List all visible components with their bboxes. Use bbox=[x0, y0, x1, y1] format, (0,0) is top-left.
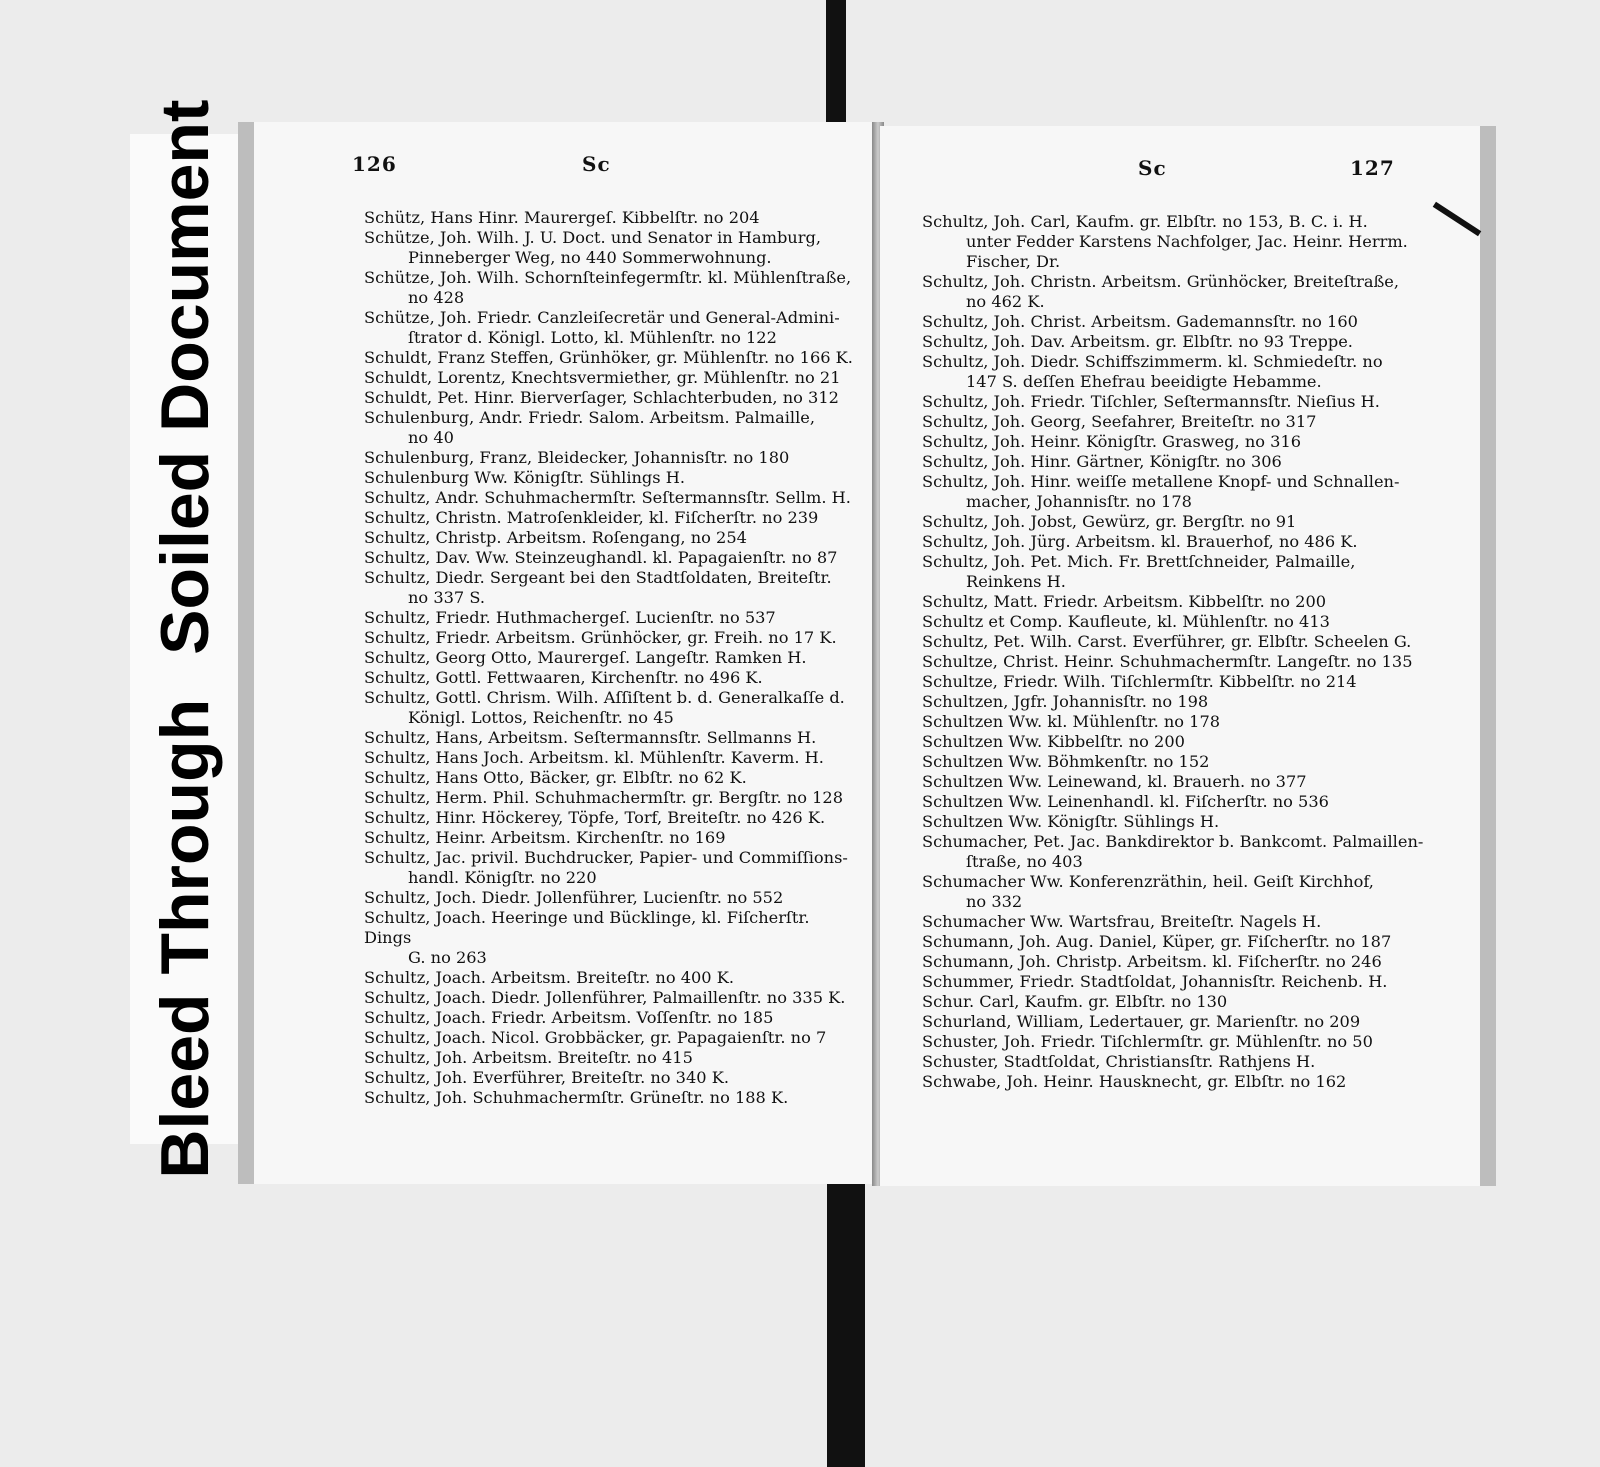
entry-line: Schütz, Hans Hinr. Maurergeſ. Kibbelſtr. no 204 bbox=[364, 208, 760, 227]
directory-entry bbox=[364, 608, 854, 628]
side-label-card bbox=[130, 99, 240, 1179]
directory-entry bbox=[922, 912, 1430, 932]
directory-entry bbox=[922, 952, 1430, 972]
entry-line: Schütze, Joh. Wilh. J. U. Doct. und Senator in Hamburg, bbox=[364, 228, 821, 247]
directory-entry bbox=[364, 1068, 854, 1088]
directory-entry bbox=[922, 632, 1430, 652]
directory-entry bbox=[364, 488, 854, 508]
entry-continuation: no 40 bbox=[408, 428, 454, 447]
directory-entry bbox=[364, 888, 854, 908]
entry-continuation: Reinkens H. bbox=[966, 572, 1066, 591]
directory-entry bbox=[364, 628, 854, 648]
directory-entry bbox=[364, 848, 854, 888]
entry-line: Schultz, Gottl. Chrism. Wilh. Aſſiſtent b. d. Generalkaſſe d. bbox=[364, 688, 845, 707]
directory-entry bbox=[364, 828, 854, 848]
entry-line: Schultz, Joh. Georg, Seefahrer, Breiteſtr. no 317 bbox=[922, 412, 1317, 431]
directory-entry bbox=[364, 468, 854, 488]
directory-entry bbox=[364, 1008, 854, 1028]
entry-line: Schultz, Joh. Everführer, Breiteſtr. no 340 K. bbox=[364, 1068, 729, 1087]
entry-line: Schultze, Christ. Heinr. Schuhmachermſtr. Langeſtr. no 135 bbox=[922, 652, 1413, 671]
directory-entry bbox=[364, 408, 854, 448]
entry-line: Schuldt, Lorentz, Knechtsvermiether, gr. Mühlenſtr. no 21 bbox=[364, 368, 841, 387]
binding-strip-bottom bbox=[827, 1182, 865, 1467]
entry-line: Schultz, Joh. Heinr. Königſtr. Grasweg, no 316 bbox=[922, 432, 1302, 451]
entry-line: Schulenburg, Franz, Bleidecker, Johannisſtr. no 180 bbox=[364, 448, 790, 467]
entry-line: Schütze, Joh. Friedr. Canzleiſecretär und General-Admini- bbox=[364, 308, 840, 327]
entry-list-right bbox=[922, 212, 1430, 1092]
entry-continuation: macher, Johannisſtr. no 178 bbox=[966, 492, 1192, 511]
directory-entry bbox=[364, 268, 854, 308]
entry-line: Schumacher Ww. Wartsfrau, Breiteſtr. Nagels H. bbox=[922, 912, 1322, 931]
entry-line: Schultz, Joach. Heeringe und Bücklinge, kl. Fiſcherſtr. Dings bbox=[364, 908, 810, 947]
entry-line: Schultz, Diedr. Sergeant bei den Stadtſoldaten, Breiteſtr. bbox=[364, 568, 832, 587]
entry-line: Schultz, Hans Joch. Arbeitsm. kl. Mühlenſtr. Kaverm. H. bbox=[364, 748, 824, 767]
directory-entry bbox=[922, 552, 1430, 592]
entry-line: Schultz, Heinr. Arbeitsm. Kirchenſtr. no 169 bbox=[364, 828, 726, 847]
entry-line: Schummer, Friedr. Stadtſoldat, Johannisſtr. Reichenb. H. bbox=[922, 972, 1388, 991]
directory-entry bbox=[922, 932, 1430, 952]
running-header: Sc bbox=[1138, 156, 1167, 180]
directory-entry bbox=[364, 508, 854, 528]
directory-entry bbox=[364, 1028, 854, 1048]
directory-entry bbox=[922, 592, 1430, 612]
directory-entry bbox=[364, 668, 854, 688]
directory-entry bbox=[364, 528, 854, 548]
entry-line: Schurland, William, Ledertauer, gr. Marienſtr. no 209 bbox=[922, 1012, 1361, 1031]
directory-entry bbox=[364, 988, 854, 1008]
entry-line: Schultz, Joh. Jobst, Gewürz, gr. Bergſtr. no 91 bbox=[922, 512, 1297, 531]
directory-entry bbox=[922, 472, 1430, 512]
directory-entry bbox=[922, 432, 1430, 452]
entry-line: Schultz, Joh. Dav. Arbeitsm. gr. Elbſtr. no 93 Treppe. bbox=[922, 332, 1353, 351]
entry-line: Schultz, Christp. Arbeitsm. Roſengang, no 254 bbox=[364, 528, 747, 547]
entry-line: Schultz, Joh. Hinr. weiſſe metallene Knopf- und Schnallen- bbox=[922, 472, 1400, 491]
directory-entry bbox=[922, 1032, 1430, 1052]
page-number: 126 bbox=[352, 152, 397, 176]
entry-line: Schultzen Ww. Königſtr. Sühlings H. bbox=[922, 812, 1220, 831]
entry-continuation: no 428 bbox=[408, 288, 465, 307]
directory-entry bbox=[364, 368, 854, 388]
entry-continuation: Pinneberger Weg, no 440 Sommerwohnung. bbox=[408, 248, 772, 267]
entry-line: Schultz, Friedr. Huthmachergeſ. Lucienſtr. no 537 bbox=[364, 608, 776, 627]
directory-entry bbox=[364, 308, 854, 348]
entry-line: Schultz, Georg Otto, Maurergeſ. Langeſtr. Ramken H. bbox=[364, 648, 807, 667]
label-soiled-document: Soiled Document bbox=[147, 99, 223, 655]
directory-entry bbox=[922, 1052, 1430, 1072]
directory-entry bbox=[364, 768, 854, 788]
entry-line: Schultz, Jac. privil. Buchdrucker, Papier- und Commiſſions- bbox=[364, 848, 848, 867]
entry-line: Schulenburg, Andr. Friedr. Salom. Arbeitsm. Palmaille, bbox=[364, 408, 815, 427]
entry-line: Schultz, Joh. Pet. Mich. Fr. Brettſchneider, Palmaille, bbox=[922, 552, 1356, 571]
directory-entry bbox=[364, 1088, 854, 1108]
directory-entry bbox=[922, 672, 1430, 692]
directory-entry bbox=[922, 992, 1430, 1012]
entry-line: Schuldt, Franz Steffen, Grünhöker, gr. Mühlenſtr. no 166 K. bbox=[364, 348, 853, 367]
directory-entry bbox=[364, 228, 854, 268]
directory-entry bbox=[364, 208, 854, 228]
entry-continuation: no 462 K. bbox=[966, 292, 1045, 311]
page-number: 127 bbox=[1350, 156, 1395, 180]
entry-line: Schultz, Hinr. Höckerey, Töpfe, Torf, Breiteſtr. no 426 K. bbox=[364, 808, 826, 827]
directory-entry bbox=[922, 792, 1430, 812]
entry-line: Schultz, Christn. Matroſenkleider, kl. Fiſcherſtr. no 239 bbox=[364, 508, 819, 527]
entry-line: Schultz, Joh. Jürg. Arbeitsm. kl. Brauerhof, no 486 K. bbox=[922, 532, 1358, 551]
entry-line: Schultzen Ww. Leinenhandl. kl. Fiſcherſtr. no 536 bbox=[922, 792, 1329, 811]
directory-entry bbox=[922, 732, 1430, 752]
directory-entry bbox=[364, 808, 854, 828]
directory-entry bbox=[922, 872, 1430, 912]
directory-entry bbox=[364, 348, 854, 368]
entry-line: Schultz, Joach. Diedr. Jollenführer, Palmaillenſtr. no 335 K. bbox=[364, 988, 846, 1007]
entry-line: Schultz et Comp. Kaufleute, kl. Mühlenſtr. no 413 bbox=[922, 612, 1330, 631]
directory-entry bbox=[364, 688, 854, 728]
directory-entry bbox=[364, 908, 854, 968]
directory-entry bbox=[922, 212, 1430, 272]
label-bleed-through: Bleed Through bbox=[147, 698, 223, 1179]
entry-line: Schultzen Ww. Leinewand, kl. Brauerh. no 377 bbox=[922, 772, 1307, 791]
directory-entry bbox=[364, 728, 854, 748]
entry-line: Schumann, Joh. Aug. Daniel, Küper, gr. Fiſcherſtr. no 187 bbox=[922, 932, 1392, 951]
directory-entry bbox=[922, 532, 1430, 552]
entry-line: Schuldt, Pet. Hinr. Bierverſager, Schlachterbuden, no 312 bbox=[364, 388, 839, 407]
entry-line: Schultz, Joh. Arbeitsm. Breiteſtr. no 415 bbox=[364, 1048, 693, 1067]
entry-line: Schuster, Joh. Friedr. Tiſchlermſtr. gr. Mühlenſtr. no 50 bbox=[922, 1032, 1373, 1051]
directory-entry bbox=[922, 272, 1430, 312]
directory-entry bbox=[922, 352, 1430, 392]
directory-entry bbox=[922, 832, 1430, 872]
directory-entry bbox=[922, 972, 1430, 992]
entry-line: Schultz, Matt. Friedr. Arbeitsm. Kibbelſtr. no 200 bbox=[922, 592, 1327, 611]
directory-entry bbox=[364, 568, 854, 608]
directory-entry bbox=[922, 1072, 1430, 1092]
directory-entry bbox=[364, 748, 854, 768]
entry-line: Schultz, Gottl. Fettwaaren, Kirchenſtr. no 496 K. bbox=[364, 668, 763, 687]
running-header: Sc bbox=[582, 152, 611, 176]
directory-entry bbox=[922, 1012, 1430, 1032]
entry-line: Schultz, Andr. Schuhmachermſtr. Seſtermannsſtr. Sellm. H. bbox=[364, 488, 851, 507]
entry-continuation: G. no 263 bbox=[408, 948, 487, 967]
entry-line: Schumann, Joh. Christp. Arbeitsm. kl. Fiſcherſtr. no 246 bbox=[922, 952, 1382, 971]
entry-continuation: handl. Königſtr. no 220 bbox=[408, 868, 597, 887]
directory-entry bbox=[364, 788, 854, 808]
entry-continuation: unter Fedder Karstens Nachfolger, Jac. Heinr. Herrm. Fischer, Dr. bbox=[966, 232, 1408, 271]
directory-entry bbox=[922, 652, 1430, 672]
entry-line: Schultz, Joh. Christn. Arbeitsm. Grünhöcker, Breiteſtraße, bbox=[922, 272, 1400, 291]
entry-line: Schultz, Joach. Friedr. Arbeitsm. Voſſenſtr. no 185 bbox=[364, 1008, 774, 1027]
entry-line: Schumacher Ww. Konferenzräthin, heil. Geiſt Kirchhof, bbox=[922, 872, 1374, 891]
entry-line: Schultz, Dav. Ww. Steinzeughandl. kl. Papagaienſtr. no 87 bbox=[364, 548, 838, 567]
entry-line: Schultz, Friedr. Arbeitsm. Grünhöcker, gr. Freih. no 17 K. bbox=[364, 628, 837, 647]
entry-line: Schultzen Ww. kl. Mühlenſtr. no 178 bbox=[922, 712, 1221, 731]
entry-line: Schultz, Joh. Christ. Arbeitsm. Gademannsſtr. no 160 bbox=[922, 312, 1358, 331]
entry-continuation: ſtrator d. Königl. Lotto, kl. Mühlenſtr. no 122 bbox=[408, 328, 777, 347]
entry-line: Schultzen Ww. Kibbelſtr. no 200 bbox=[922, 732, 1185, 751]
entry-list-left bbox=[364, 208, 854, 1108]
entry-line: Schultz, Hans Otto, Bäcker, gr. Elbſtr. no 62 K. bbox=[364, 768, 747, 787]
directory-entry bbox=[922, 392, 1430, 412]
entry-line: Schultze, Friedr. Wilh. Tiſchlermſtr. Kibbelſtr. no 214 bbox=[922, 672, 1357, 691]
directory-entry bbox=[364, 388, 854, 408]
binding-strip-top bbox=[826, 0, 846, 124]
entry-line: Schultzen Ww. Böhmkenſtr. no 152 bbox=[922, 752, 1210, 771]
directory-entry bbox=[364, 1048, 854, 1068]
entry-line: Schultz, Joach. Arbeitsm. Breiteſtr. no 400 K. bbox=[364, 968, 734, 987]
directory-entry bbox=[922, 412, 1430, 432]
directory-entry bbox=[364, 648, 854, 668]
directory-entry bbox=[922, 712, 1430, 732]
directory-entry bbox=[922, 772, 1430, 792]
entry-continuation: ſtraße, no 403 bbox=[966, 852, 1083, 871]
entry-continuation: Königl. Lottos, Reichenſtr. no 45 bbox=[408, 708, 674, 727]
entry-line: Schultzen, Jgfr. Johannisſtr. no 198 bbox=[922, 692, 1209, 711]
directory-entry bbox=[364, 968, 854, 988]
entry-line: Schultz, Joh. Diedr. Schiffszimmerm. kl. Schmiedeſtr. no bbox=[922, 352, 1383, 371]
entry-line: Schultz, Joach. Nicol. Grobbäcker, gr. Papagaienſtr. no 7 bbox=[364, 1028, 827, 1047]
entry-line: Schultz, Joh. Carl, Kaufm. gr. Elbſtr. no 153, B. C. i. H. bbox=[922, 212, 1368, 231]
entry-line: Schultz, Joh. Friedr. Tiſchler, Seſtermannsſtr. Nieſius H. bbox=[922, 392, 1380, 411]
directory-entry bbox=[922, 612, 1430, 632]
directory-entry bbox=[922, 752, 1430, 772]
entry-line: Schulenburg Ww. Königſtr. Sühlings H. bbox=[364, 468, 685, 487]
directory-entry bbox=[364, 448, 854, 468]
entry-line: Schuster, Stadtſoldat, Christiansſtr. Rathjens H. bbox=[922, 1052, 1316, 1071]
directory-entry bbox=[922, 512, 1430, 532]
entry-line: Schütze, Joh. Wilh. Schornſteinfegermſtr. kl. Mühlenſtraße, bbox=[364, 268, 852, 287]
directory-entry bbox=[922, 452, 1430, 472]
entry-line: Schumacher, Pet. Jac. Bankdirektor b. Bankcomt. Palmaillen- bbox=[922, 832, 1424, 851]
entry-line: Schultz, Pet. Wilh. Carst. Everführer, gr. Elbſtr. Scheelen G. bbox=[922, 632, 1412, 651]
entry-continuation: 147 S. deſſen Ehefrau beeidigte Hebamme. bbox=[966, 372, 1322, 391]
directory-entry bbox=[922, 312, 1430, 332]
entry-continuation: no 332 bbox=[966, 892, 1023, 911]
right-page bbox=[880, 126, 1496, 1186]
entry-continuation: no 337 S. bbox=[408, 588, 486, 607]
entry-line: Schultz, Hans, Arbeitsm. Seſtermannsſtr. Sellmanns H. bbox=[364, 728, 817, 747]
left-page bbox=[238, 122, 878, 1184]
entry-line: Schwabe, Joh. Heinr. Hausknecht, gr. Elbſtr. no 162 bbox=[922, 1072, 1347, 1091]
entry-line: Schultz, Joh. Schuhmachermſtr. Grüneſtr. no 188 K. bbox=[364, 1088, 789, 1107]
entry-line: Schultz, Joh. Hinr. Gärtner, Königſtr. no 306 bbox=[922, 452, 1282, 471]
directory-entry bbox=[364, 548, 854, 568]
entry-line: Schultz, Herm. Phil. Schuhmachermſtr. gr. Bergſtr. no 128 bbox=[364, 788, 844, 807]
entry-line: Schur. Carl, Kaufm. gr. Elbſtr. no 130 bbox=[922, 992, 1228, 1011]
side-label bbox=[130, 99, 240, 1179]
directory-entry bbox=[922, 332, 1430, 352]
directory-entry bbox=[922, 812, 1430, 832]
directory-entry bbox=[922, 692, 1430, 712]
entry-line: Schultz, Joch. Diedr. Jollenführer, Lucienſtr. no 552 bbox=[364, 888, 784, 907]
